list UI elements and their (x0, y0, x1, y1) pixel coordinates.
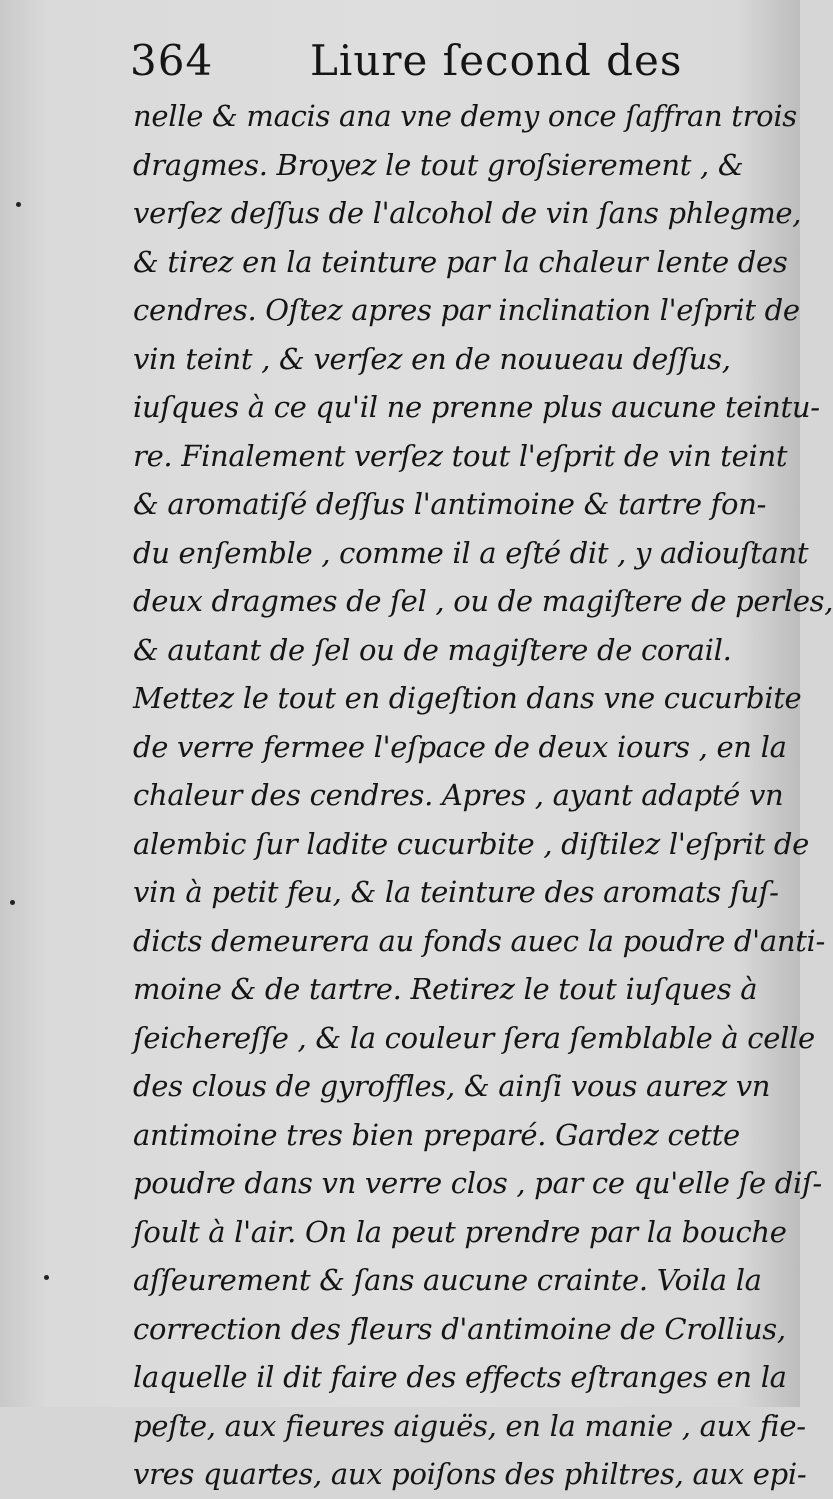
text-line: du enſemble , comme il a eſté dit , y adiouſtant (133, 535, 809, 570)
margin-mark (10, 900, 15, 905)
body-text (133, 92, 833, 1499)
text-line: dragmes. Broyez le tout groſsierement , & (133, 147, 744, 182)
text-line: & tirez en la teinture par la chaleur lente des (133, 244, 788, 279)
text-line: iuſques à ce qu'il ne prenne plus aucune teintu- (133, 390, 820, 424)
text-line: ſoult à l'air. On la peut prendre par la bouche (133, 1214, 787, 1249)
text-line: chaleur des cendres. Apres , ayant adapté vn (133, 778, 784, 812)
text-line: aſſeurement & ſans aucune crainte. Voila la (133, 1263, 762, 1297)
text-line: moine & de tartre. Retirez le tout iuſques à (133, 972, 758, 1006)
text-line: correction des fleurs d'antimoine de Crollius, (133, 1311, 786, 1346)
text-line: ſeichereſſe , & la couleur ſera ſemblable à celle (133, 1020, 815, 1055)
text-line: alembic ſur ladite cucurbite , diſtilez l'eſprit de (133, 826, 810, 861)
text-line: laquelle il dit faire des effects eſtranges en la (133, 1360, 787, 1394)
text-line: nelle & macis ana vne demy once ſaffran trois (133, 99, 797, 133)
text-line: cendres. Oſtez apres par inclination l'eſprit de (133, 293, 800, 327)
text-line: dicts demeurera au fonds auec la poudre d'anti- (133, 923, 826, 958)
page-header (130, 28, 730, 88)
text-line: verſez deſſus de l'alcohol de vin ſans phlegme, (133, 196, 802, 230)
text-line: deux dragmes de ſel , ou de magiſtere de perles, (133, 584, 833, 618)
text-line: antimoine tres bien preparé. Gardez cette (133, 1117, 740, 1152)
text-line: & aromatiſé deſſus l'antimoine & tartre fon- (133, 487, 767, 521)
text-line: & autant de ſel ou de magiſtere de corail. (133, 632, 732, 667)
margin-mark (16, 202, 21, 207)
text-line: vin à petit feu, & la teinture des aromats ſuſ- (133, 875, 779, 909)
page-number: 364 (130, 36, 214, 85)
text-line: vres quartes, aux poiſons des philtres, aux epi- (133, 1457, 807, 1491)
text-line: re. Finalement verſez tout l'eſprit de vin teint (133, 438, 788, 473)
text-line: de verre fermee l'eſpace de deux iours , en la (133, 729, 787, 764)
text-line: poudre dans vn verre clos , par ce qu'elle ſe diſ- (133, 1166, 822, 1200)
text-line: Mettez le tout en digeſtion dans vne cucurbite (133, 681, 802, 715)
text-line: vin teint , & verſez en de nouueau deſſus, (133, 341, 731, 376)
running-head: Liure ſecond des (310, 36, 683, 85)
margin-mark (44, 1275, 49, 1280)
text-line: peſte, aux fieures aiguës, en la manie , aux fie- (133, 1408, 806, 1443)
text-line: des clous de gyroffles, & ainſi vous aurez vn (133, 1069, 771, 1103)
